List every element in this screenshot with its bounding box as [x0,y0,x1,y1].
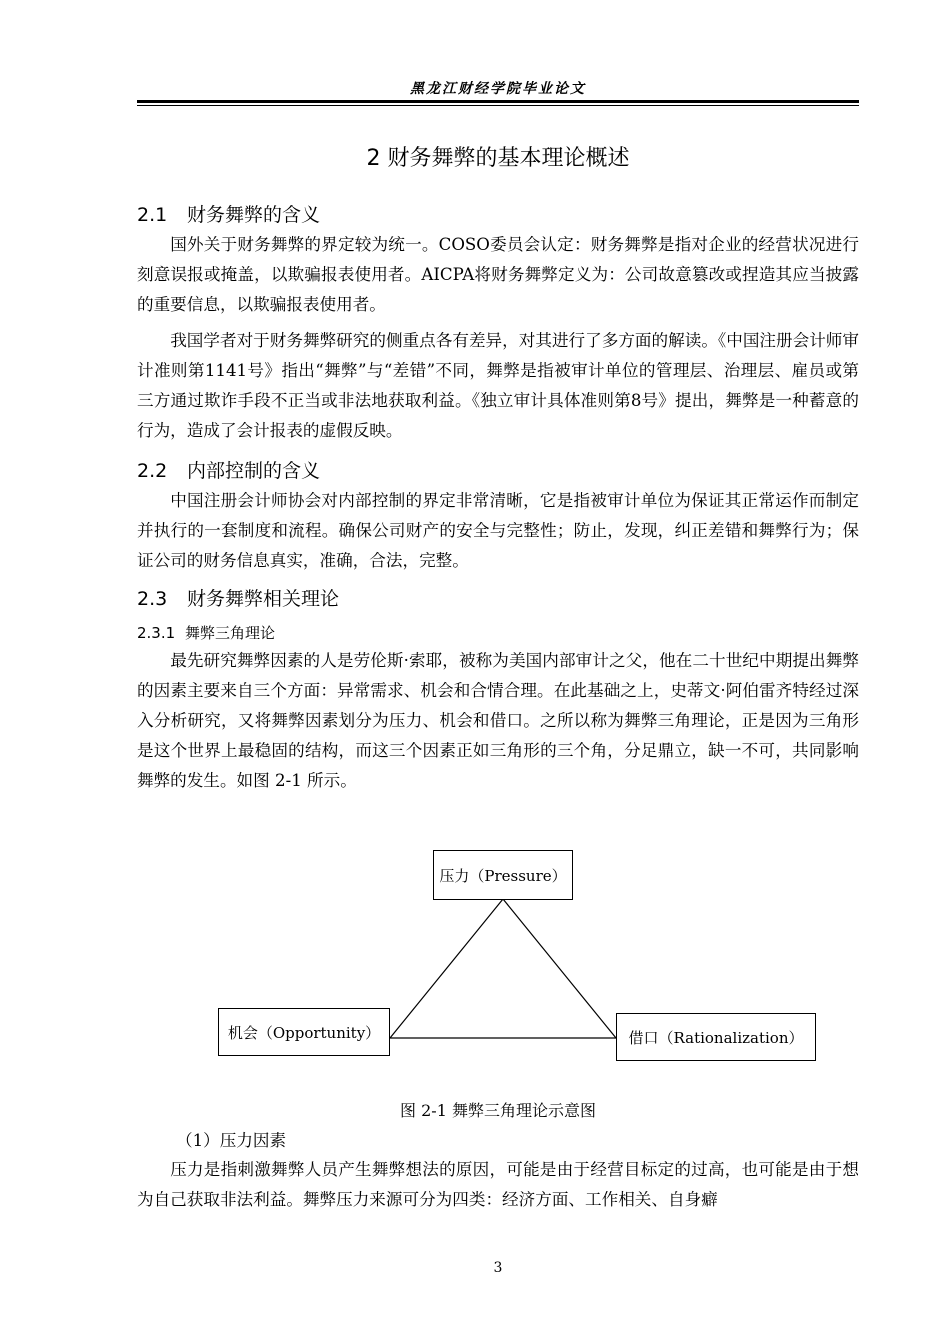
triangle-edge-right [503,899,616,1038]
section-heading-2-2 [137,456,320,483]
chapter-title: 2 财务舞弊的基本理论概述 [366,146,630,171]
header-rule-thin [137,105,859,106]
paragraph: 我国学者对于财务舞弊研究的侧重点各有差异，对其进行了多方面的解读。《中国注册会计师审计准则第1141号》指出“舞弊”与“差错”不同，舞弊是指被审计单位的管理层、治理层、雇员或第三方通过欺诈手段不正当或非法地获取利益。《独立审计具体准则第8号》提出，舞弊是一种蓄意的行为，造成了会计报表的虚假反映。 [137,331,859,440]
list-item-label: （1）压力因素 [176,1131,287,1150]
fraud-triangle-figure [0,840,950,1080]
paragraph: 中国注册会计师协会对内部控制的界定非常清晰，它是指被审计单位为保证其正常运作而制定并执行的一套制度和流程。确保公司财产的安全与完整性；防止，发现，纠正差错和舞弊行为；保证公司的财务信息真实，准确，合法，完整。 [137,491,859,570]
subsection-number: 2.3.1 [137,624,176,642]
triangle-edge-left [390,899,503,1038]
pressure-box: 压力（Pressure） [433,850,573,900]
section-number: 2.1 [137,204,168,226]
section-number: 2.2 [137,460,168,482]
header-rule-thick [137,100,859,103]
section-title: 内部控制的含义 [187,460,321,482]
section-number: 2.3 [137,588,168,610]
section-heading-2-1 [137,200,320,227]
paragraph: 压力是指刺激舞弊人员产生舞弊想法的原因，可能是由于经营目标定的过高，也可能是由于想为自己获取非法利益。舞弊压力来源可分为四类：经济方面、工作相关、自身癖 [137,1160,859,1209]
rationalization-box: 借口（Rationalization） [616,1013,816,1061]
opportunity-box: 机会（Opportunity） [218,1008,390,1056]
figure-caption: 图 2-1 舞弊三角理论示意图 [400,1101,596,1120]
section-heading-2-3 [137,584,339,611]
paragraph: 最先研究舞弊因素的人是劳伦斯·索耶，被称为美国内部审计之父，他在二十世纪中期提出舞弊的因素主要来自三个方面：异常需求、机会和合情合理。在此基础之上，史蒂文·阿伯雷齐特经过深入分析研究，又将舞弊因素划分为压力、机会和借口。之所以称为舞弊三角理论，正是因为三角形是这个世界上最稳固的结构，而这三个因素正如三角形的三个角，分足鼎立，缺一不可，共同影响舞弊的发生。如图 2-1 所示。 [137,651,859,790]
section-title: 财务舞弊的含义 [187,204,321,226]
page-number: 3 [493,1260,503,1276]
paragraph: 国外关于财务舞弊的界定较为统一。COSO委员会认定：财务舞弊是指对企业的经营状况进行刻意误报或掩盖，以欺骗报表使用者。AICPA将财务舞弊定义为：公司故意篡改或捏造其应当披露的重要信息，以欺骗报表使用者。 [137,235,859,314]
section-title: 财务舞弊相关理论 [187,588,340,610]
page-header: 黑龙江财经学院毕业论文 [410,81,586,97]
subsection-title: 舞弊三角理论 [185,624,276,642]
subsection-heading-2-3-1 [137,622,275,643]
